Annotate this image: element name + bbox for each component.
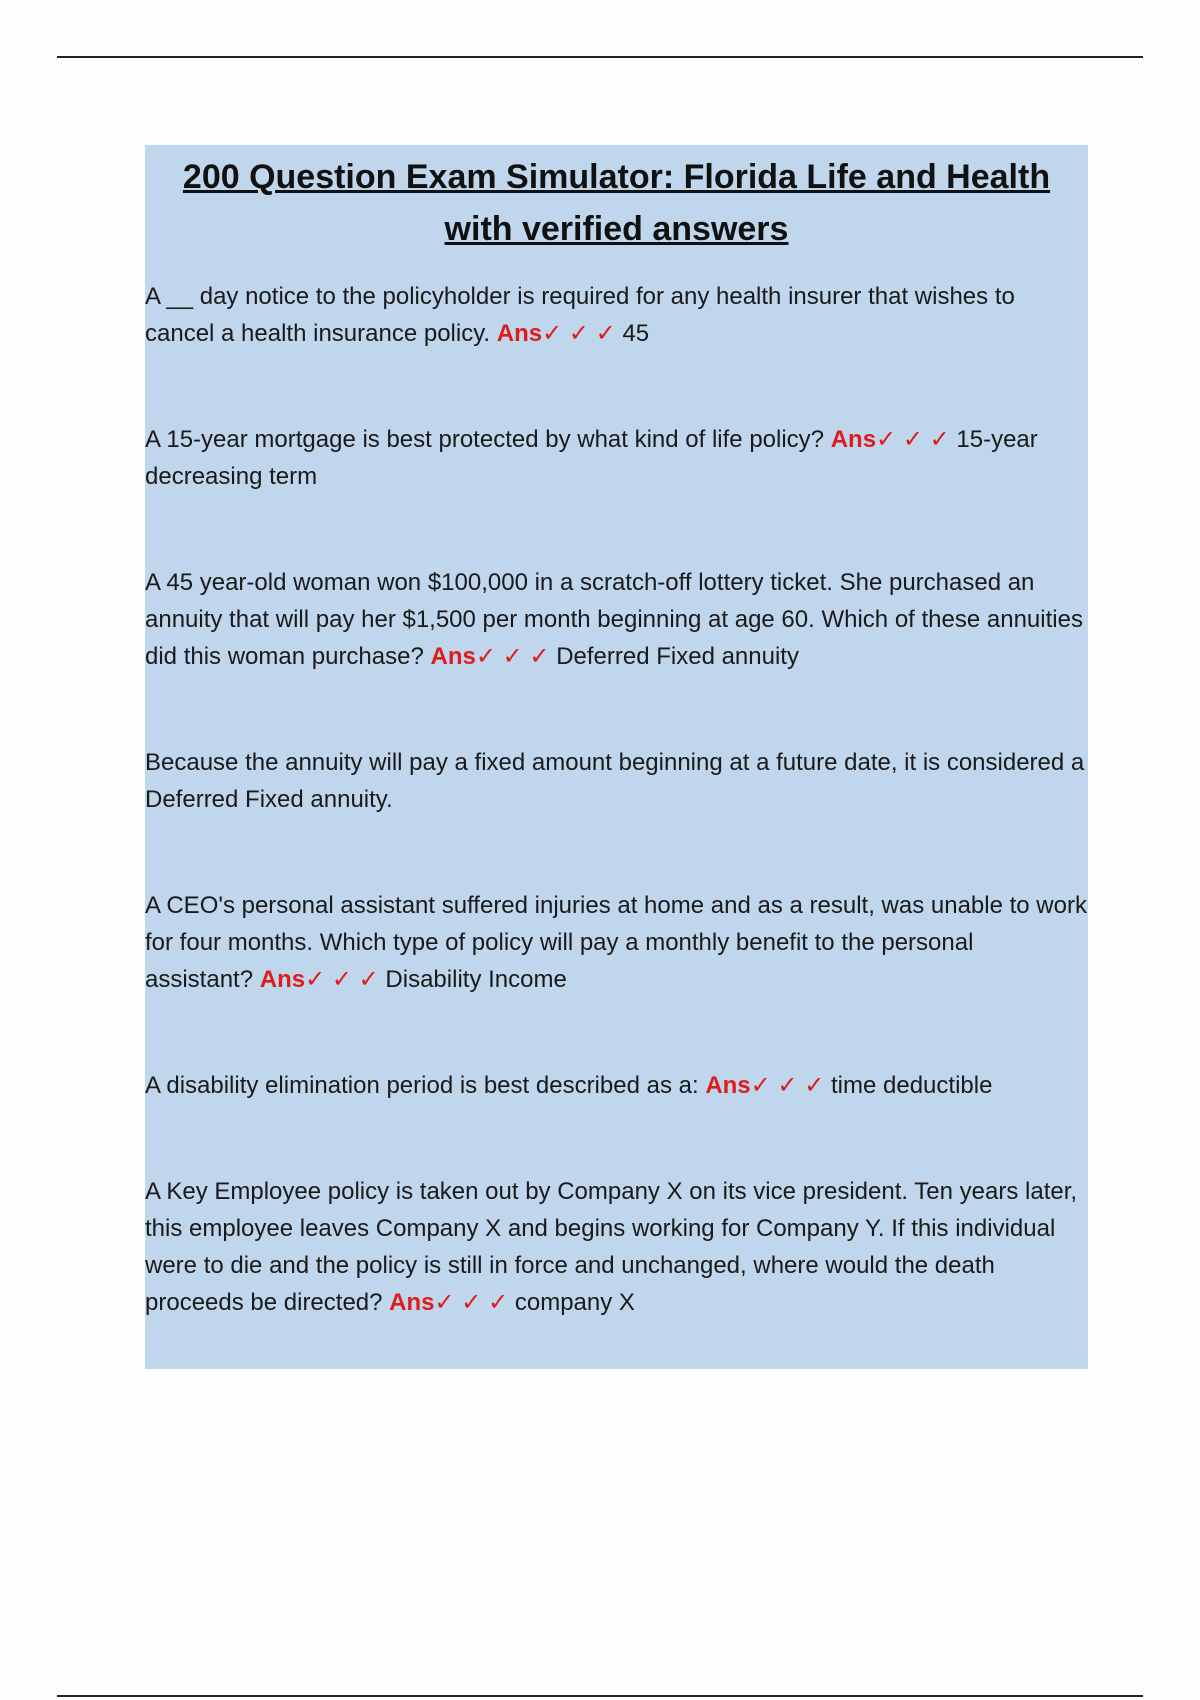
answer-text: 45	[622, 320, 650, 347]
answer-text: time deductible	[831, 1072, 993, 1099]
document-title	[145, 145, 1088, 255]
answer-label: Ans	[430, 643, 476, 670]
answer-text: company X	[514, 1289, 635, 1316]
check-marks-icon: ✓ ✓ ✓	[475, 643, 550, 670]
check-marks-icon: ✓ ✓ ✓	[305, 966, 379, 993]
content-panel	[145, 145, 1088, 1369]
answer-text: 15-year decreasing term	[145, 426, 1038, 490]
footer-rule	[57, 1695, 1143, 1697]
answer-label: Ans	[259, 966, 306, 993]
check-marks-icon: ✓ ✓ ✓	[876, 426, 950, 453]
title-line-2: with verified answers	[444, 210, 789, 248]
answer-label: Ans	[830, 426, 877, 453]
answer-label: Ans	[496, 320, 543, 347]
question-2	[145, 421, 1088, 495]
title-line-1: 200 Question Exam Simulator: Florida Life and Health	[182, 158, 1051, 196]
question-text: A disability elimination period is best described as a:	[145, 1072, 699, 1099]
explanation-paragraph: Because the annuity will pay a fixed amount beginning at a future date, it is considered a Deferred Fixed annuity.	[145, 749, 1085, 813]
header-rule	[57, 56, 1143, 58]
question-text: A __ day notice to the policyholder is required for any health insurer that wishes to cancel a health insurance policy.	[145, 283, 1015, 347]
question-4	[145, 887, 1088, 998]
question-text: A Key Employee policy is taken out by Company X on its vice president. Ten years later, this employee leaves Company X and begins working for Company Y. If this individual were to die and the policy is still in force and unchanged, where would the death proceeds be directed?	[145, 1178, 1078, 1316]
question-text: A 45 year-old woman won $100,000 in a scratch-off lottery ticket. She purchased an annuity that will pay her $1,500 per month beginning at age 60. Which of these annuities did this woman purchase?	[145, 569, 1083, 670]
question-text: A CEO's personal assistant suffered injuries at home and as a result, was unable to work for four months. Which type of policy will pay a monthly benefit to the personal assistant?	[145, 892, 1087, 993]
question-6	[145, 1173, 1088, 1321]
question-text: A 15-year mortgage is best protected by what kind of life policy?	[145, 426, 825, 453]
answer-label: Ans	[705, 1072, 751, 1099]
question-3	[145, 564, 1088, 675]
answer-text: Deferred Fixed annuity	[556, 643, 799, 670]
check-marks-icon: ✓ ✓ ✓	[542, 320, 616, 347]
question-5	[145, 1067, 1088, 1104]
question-1	[145, 278, 1088, 352]
check-marks-icon: ✓ ✓ ✓	[750, 1072, 825, 1099]
answer-label: Ans	[389, 1289, 435, 1316]
check-marks-icon: ✓ ✓ ✓	[434, 1289, 509, 1316]
answer-text: Disability Income	[385, 966, 567, 993]
